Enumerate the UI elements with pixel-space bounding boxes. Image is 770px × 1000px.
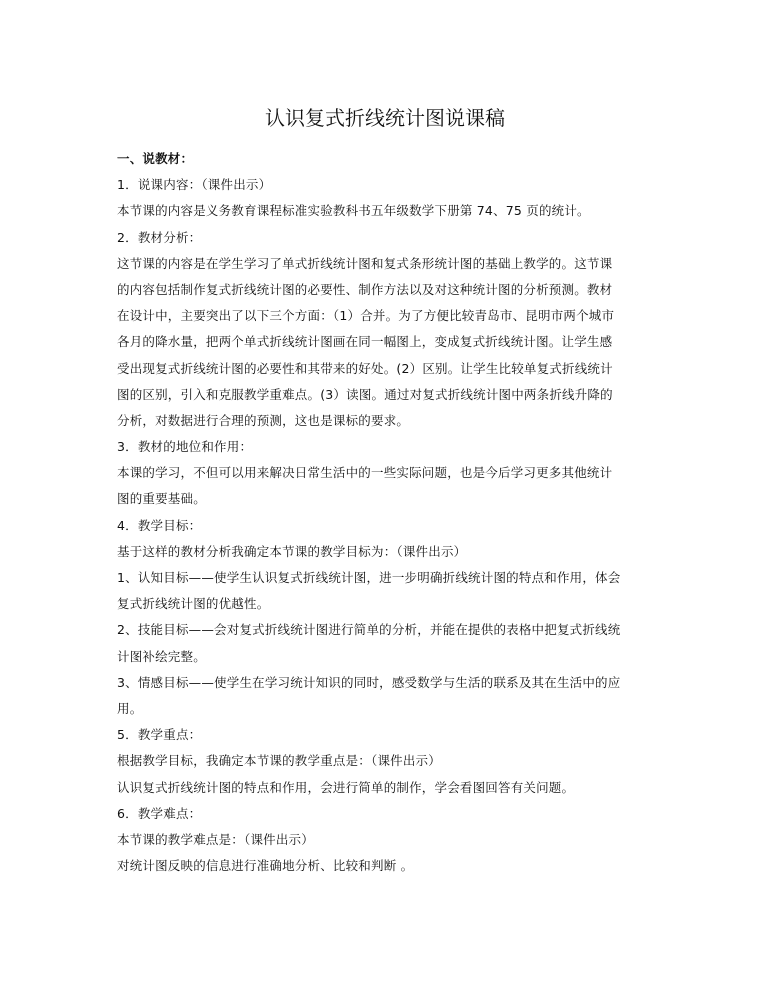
- section-heading-teaching-material: 一、说教材：: [117, 151, 194, 166]
- paragraph-line: 本节课的内容是义务教育课程标准实验教科书五年级数学下册第 74、75 页的统计。: [117, 203, 590, 219]
- subheading-teaching-difficulty: 6．教学难点：: [117, 805, 202, 821]
- paragraph-line: 图的重要基础。: [117, 491, 206, 507]
- paragraph-line: 各月的降水量，把两个单式折线统计图画在同一幅图上，变成复式折线统计图。让学生感: [117, 334, 613, 350]
- paragraph-line: 的内容包括制作复式折线统计图的必要性、制作方法以及对这种统计图的分析预测。教材: [117, 281, 613, 297]
- paragraph-line: 3、情感目标——使学生在学习统计知识的同时，感受数学与生活的联系及其在生活中的应: [117, 674, 621, 690]
- paragraph-line: 2、技能目标——会对复式折线统计图进行简单的分析，并能在提供的表格中把复式折线统: [117, 622, 621, 638]
- paragraph-line: 计图补绘完整。: [117, 648, 206, 664]
- paragraph-line: 图的区别，引入和克服教学重难点。(3）读图。通过对复式折线统计图中两条折线升降的: [117, 386, 613, 402]
- paragraph-line: 在设计中，主要突出了以下三个方面：（1）合并。为了方便比较青岛市、昆明市两个城市: [117, 308, 615, 324]
- subheading-teaching-goals: 4．教学目标：: [117, 517, 202, 533]
- paragraph-line: 对统计图反映的信息进行准确地分析、比较和判断 。: [117, 858, 414, 874]
- paragraph-line: 基于这样的教材分析我确定本节课的教学目标为：（课件出示）: [117, 543, 467, 559]
- document-title: 认识复式折线统计图说课稿: [265, 106, 505, 130]
- paragraph-line: 用。: [117, 700, 143, 716]
- paragraph-line: 分析，对数据进行合理的预测，这也是课标的要求。: [117, 412, 410, 428]
- paragraph-line: 认识复式折线统计图的特点和作用，会进行简单的制作，学会看图回答有关问题。: [117, 779, 575, 795]
- subheading-lesson-content: 1．说课内容：（课件出示）: [117, 177, 272, 193]
- paragraph-line: 1、认知目标——使学生认识复式折线统计图，进一步明确折线统计图的特点和作用，体会: [117, 570, 621, 585]
- paragraph-line: 本节课的教学难点是：（课件出示）: [117, 831, 314, 847]
- paragraph-line: 受出现复式折线统计图的必要性和其带来的好处。(2）区别。让学生比较单复式折线统计: [117, 360, 613, 376]
- paragraph-line: 本课的学习，不但可以用来解决日常生活中的一些实际问题，也是今后学习更多其他统计: [117, 465, 613, 481]
- document-body: [117, 146, 662, 879]
- paragraph-line: 复式折线统计图的优越性。: [117, 596, 270, 612]
- paragraph-line: 这节课的内容是在学生学习了单式折线统计图和复式条形统计图的基础上教学的。这节课: [117, 255, 613, 271]
- paragraph-line: 根据教学目标，我确定本节课的教学重点是：（课件出示）: [117, 753, 441, 769]
- subheading-teaching-focus: 5．教学重点：: [117, 727, 202, 743]
- subheading-material-role: 3．教材的地位和作用：: [117, 439, 253, 455]
- subheading-material-analysis: 2．教材分析：: [117, 229, 202, 245]
